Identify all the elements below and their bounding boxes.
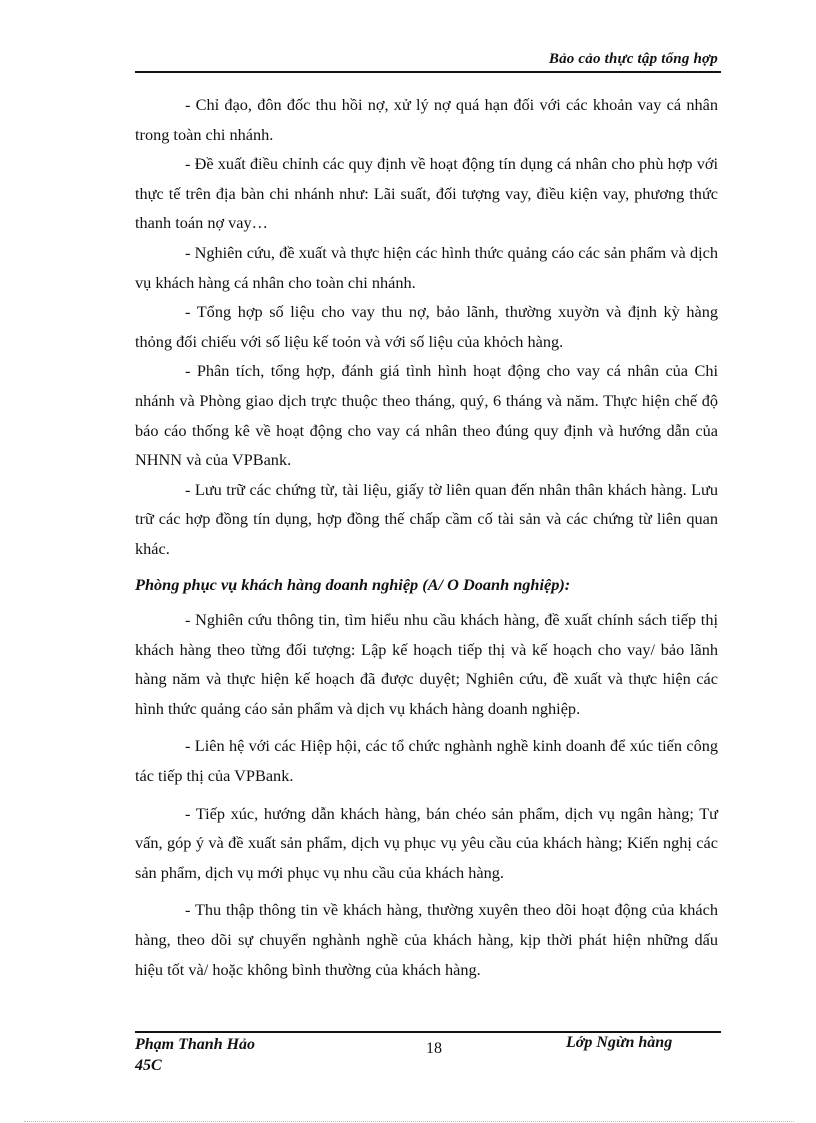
- header-divider: [135, 71, 721, 73]
- paragraph: - Phân tích, tổng hợp, đánh giá tình hình hoạt động cho vay cá nhân của Chi nhánh và Phòng giao dịch trực thuộc theo tháng, quý, 6 tháng và năm. Thực hiện chế độ báo cáo thống kê về hoạt động cho vay cá nhân theo đúng quy định và hướng dẫn của NHNN và của VPBank.: [135, 361, 718, 470]
- footer-author: [135, 1034, 255, 1076]
- paragraph: - Tổng hợp số liệu cho vay thu nợ, bảo lãnh, thường xuyờn và định kỳ hàng thỏng đối chiếu với số liệu kế toỏn và với số liệu của khỏch hàng.: [135, 302, 718, 351]
- section-paragraph: - Liên hệ với các Hiệp hội, các tổ chức nghành nghề kinh doanh để xúc tiến công tác tiếp thị của VPBank.: [135, 736, 718, 786]
- page-number: 18: [426, 1040, 442, 1057]
- running-header-title: Bảo cảo thực tập tổng hợp: [548, 51, 718, 67]
- page-bottom-dotted-border: [24, 1121, 794, 1122]
- section-paragraph: - Tiếp xúc, hướng dẫn khách hàng, bán chéo sản phẩm, dịch vụ ngân hàng; Tư vấn, góp ý và đề xuất sản phẩm, dịch vụ phục vụ yêu cầu của khách hàng; Kiến nghị các sản phẩm, dịch vụ mới phục vụ nhu cầu của khách hàng.: [135, 803, 718, 882]
- footer-author-name: Phạm Thanh Hảo: [135, 1036, 256, 1053]
- section-paragraph: - Nghiên cứu thông tin, tìm hiểu nhu cầu khách hàng, đề xuất chính sách tiếp thị khách hàng theo từng đối tượng: Lập kế hoạch tiếp thị và kế hoạch cho vay/ bảo lãnh hàng năm và thực hiện kế hoạch đã được duyệt; Nghiên cứu, đề xuất và thực hiện các hình thức quảng cáo sản phẩm và dịch vụ khách hàng doanh nghiệp.: [135, 610, 718, 718]
- paragraph: - Đề xuất điều chỉnh các quy định về hoạt động tín dụng cá nhân cho phù hợp với thực tế trên địa bàn chi nhánh như: Lãi suất, đối tượng vay, điều kiện vay, phương thức thanh toán nợ vay…: [135, 154, 718, 233]
- footer-divider: [135, 1031, 721, 1033]
- paragraph: - Chỉ đạo, đôn đốc thu hồi nợ, xử lý nợ quá hạn đối với các khoản vay cá nhân trong toàn chi nhánh.: [135, 95, 718, 144]
- footer-author-class-code: 45C: [135, 1057, 162, 1074]
- paragraph: - Nghiên cứu, đề xuất và thực hiện các hình thức quảng cáo các sản phẩm và dịch vụ khách hàng cá nhân cho toàn chi nhánh.: [135, 242, 718, 292]
- paragraph: - Lưu trữ các chứng từ, tài liệu, giấy tờ liên quan đến nhân thân khách hàng. Lưu trữ các hợp đồng tín dụng, hợp đồng thế chấp cầm cố tài sản và các chứng từ liên quan khác.: [135, 479, 718, 558]
- footer-class-name: Lớp Ngừn hàng: [566, 1034, 673, 1051]
- section-paragraph: - Thu thập thông tin về khách hàng, thường xuyên theo dõi hoạt động của khách hàng, theo dõi sự chuyển nghành nghề của khách hàng, kịp thời phát hiện những dấu hiệu tốt và/ hoặc không bình thường của khách hàng.: [135, 900, 718, 979]
- section-heading: Phòng phục vụ khách hàng doanh nghiệp (A/ O Doanh nghiệp):: [135, 574, 571, 594]
- document-body: [135, 90, 718, 984]
